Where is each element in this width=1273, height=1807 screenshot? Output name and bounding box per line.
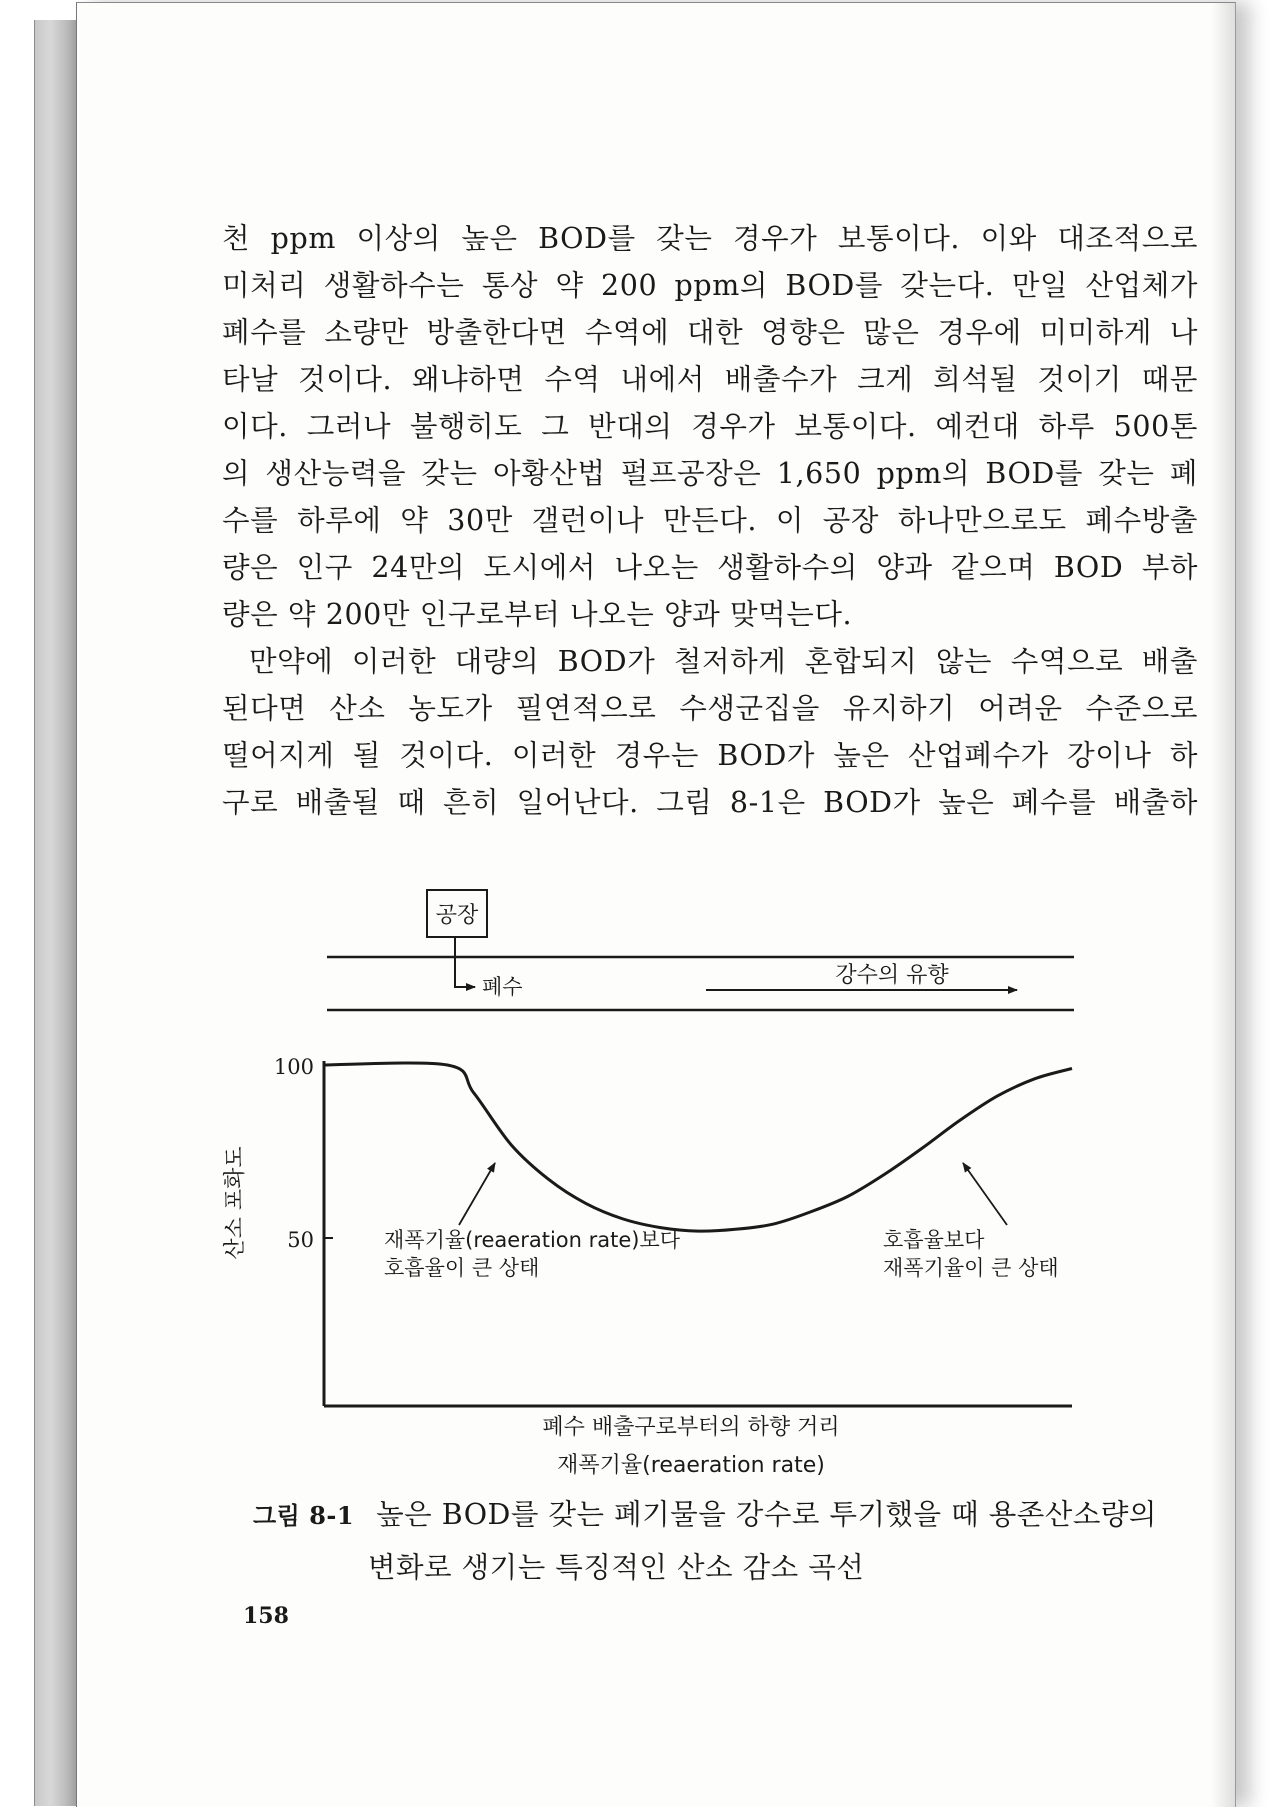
text-line: 된다면 산소 농도가 필연적으로 수생군집을 유지하기 어려운 수준으로 — [222, 692, 1198, 725]
text-line: 수를 하루에 약 30만 갤런이나 만든다. 이 공장 하나만으로도 폐수방출 — [222, 504, 1198, 537]
text-line: 이다. 그러나 불행히도 그 반대의 경우가 보통이다. 예컨대 하루 500톤 — [222, 410, 1198, 443]
text-line: 만약에 이러한 대량의 BOD가 철저하게 혼합되지 않는 수역으로 배출 — [249, 645, 1198, 678]
text-line: 량은 약 200만 인구로부터 나오는 양과 맞먹는다. — [222, 598, 853, 631]
wastewater-label: 폐수 — [482, 975, 523, 999]
y-tick-label-50: 50 — [287, 1228, 314, 1252]
text-line: 타날 것이다. 왜냐하면 수역 내에서 배출수가 크게 희석될 것이기 때문 — [222, 363, 1198, 396]
factory-label: 공장 — [435, 903, 479, 928]
book-spine-edge — [34, 20, 79, 1806]
annotation-right-line1: 호흡율보다 — [883, 1228, 985, 1252]
x-axis-sublabel: 재폭기율(reaeration rate) — [557, 1453, 825, 1478]
annotation-left-arrow — [459, 1163, 495, 1225]
text-line: 미처리 생활하수는 통상 약 200 ppm의 BOD를 갖는다. 만일 산업체가 — [222, 269, 1198, 302]
annotation-left-line1: 재폭기율(reaeration rate)보다 — [384, 1228, 681, 1252]
caption-label: 그림 8-1 — [253, 1501, 355, 1530]
wastewater-pipe-arrow — [455, 937, 475, 987]
text-line: 량은 인구 24만의 도시에서 나오는 생활하수의 양과 같으며 BOD 부하 — [222, 551, 1198, 584]
annotation-right-arrow — [963, 1163, 1007, 1225]
annotation-left-line2: 호흡율이 큰 상태 — [384, 1256, 540, 1280]
caption-line1: 높은 BOD를 갖는 폐기물을 강수로 투기했을 때 용존산소량의 — [376, 1498, 1157, 1531]
figure-caption — [253, 1489, 1213, 1594]
text-line: 천 ppm 이상의 높은 BOD를 갖는 경우가 보통이다. 이와 대조적으로 — [222, 222, 1198, 255]
annotation-right-line2: 재폭기율이 큰 상태 — [883, 1256, 1059, 1280]
y-tick-label-100: 100 — [273, 1055, 314, 1079]
text-line: 의 생산능력을 갖는 아황산법 펄프공장은 1,650 ppm의 BOD를 갖는 폐 — [222, 457, 1198, 490]
oxygen-saturation-curve — [324, 1063, 1072, 1231]
x-axis-label: 폐수 배출구로부터의 하향 거리 — [542, 1415, 840, 1440]
river-flow-label: 강수의 유향 — [835, 963, 949, 988]
y-axis-label: 산소 포화도 — [223, 1146, 248, 1260]
caption-line2: 변화로 생기는 특징적인 산소 감소 곡선 — [368, 1551, 865, 1584]
text-line: 폐수를 소량만 방출한다면 수역에 대한 영향은 많은 경우에 미미하게 나 — [222, 316, 1198, 349]
page-number: 158 — [243, 1603, 289, 1629]
text-line: 떨어지게 될 것이다. 이러한 경우는 BOD가 높은 산업폐수가 강이나 하 — [222, 739, 1198, 772]
book-page — [76, 2, 1236, 1807]
text-line: 구로 배출될 때 흔히 일어난다. 그림 8-1은 BOD가 높은 폐수를 배출하 — [222, 786, 1198, 819]
